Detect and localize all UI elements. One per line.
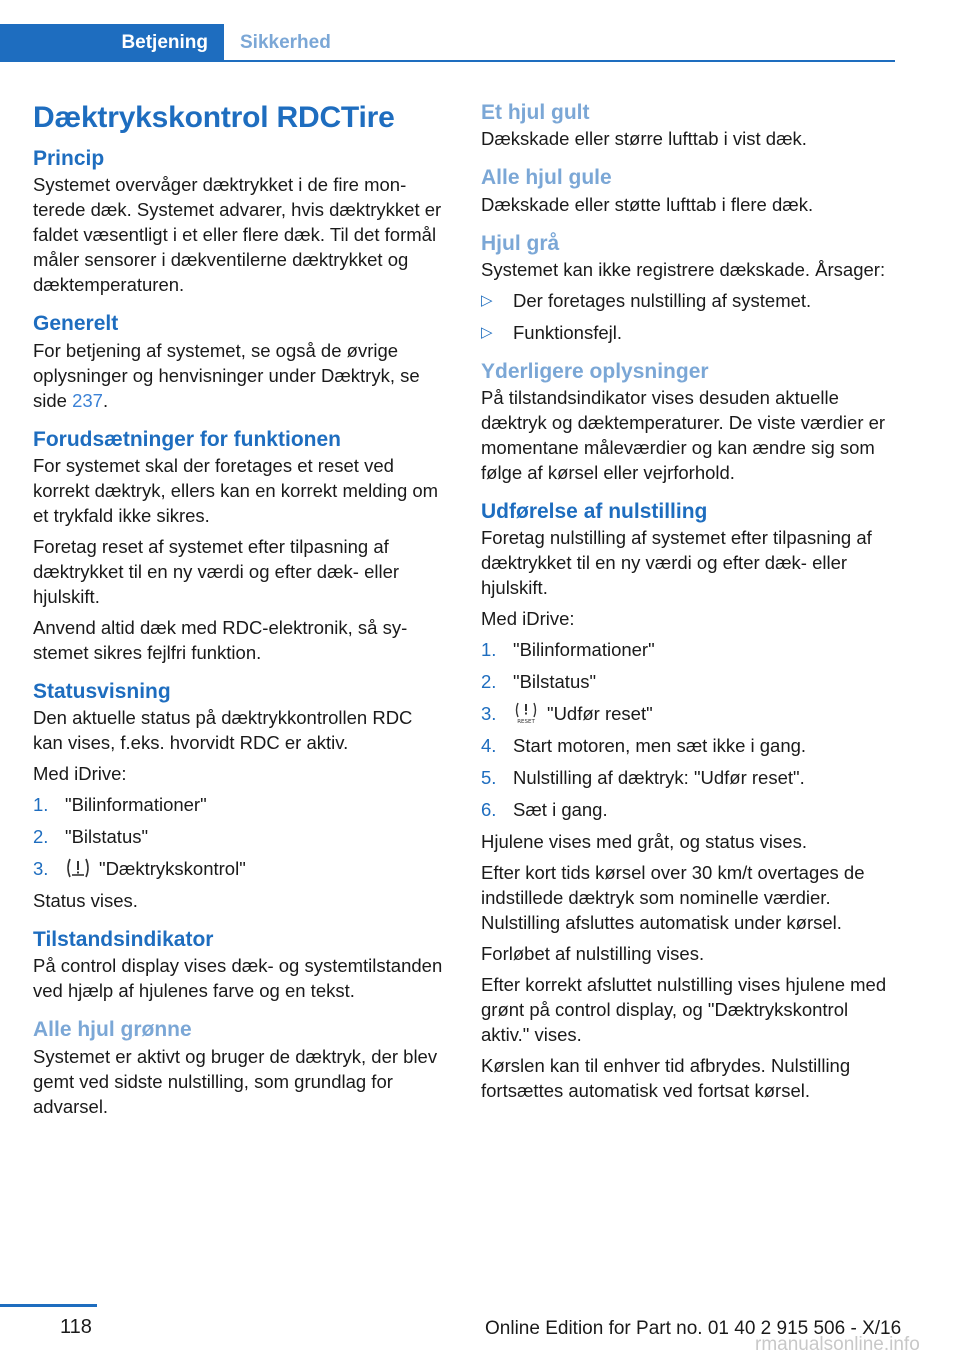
step-number: 1. — [481, 639, 497, 661]
heading-alle-hjul-gronne: Alle hjul grønne — [33, 1018, 192, 1042]
step-number: 3. — [481, 703, 497, 725]
step-number: 3. — [33, 858, 49, 879]
udforelse-text-5: Forløbet af nulstilling vises. — [481, 943, 705, 965]
forudsaetninger-text-2: Foretag reset af systemet efter tilpasning af dæktrykket til en ny værdi og efter dæk- eller hjulskift. — [33, 535, 400, 607]
step-text: "Bilinformationer" — [65, 794, 207, 815]
step-number: 2. — [481, 671, 497, 693]
step-text: "Bilstatus" — [513, 671, 597, 693]
status-text-2: Med iDrive: — [33, 763, 127, 784]
heading-udforelse-af-nulstilling: Udførelse af nulstilling — [481, 500, 708, 523]
step-text — [65, 856, 246, 881]
list-item — [481, 637, 901, 662]
generelt-text-post: . — [102, 389, 109, 411]
heading-yderligere-oplysninger: Yderligere oplysninger — [481, 359, 709, 383]
generelt-text — [33, 338, 443, 413]
step-number: 1. — [33, 794, 49, 815]
heading-et-hjul-gult: Et hjul gult — [481, 101, 590, 124]
heading-statusvisning: Statusvisning — [33, 679, 171, 703]
step-label: "Udfør reset" — [547, 703, 653, 725]
footer-divider — [0, 1304, 97, 1307]
tilstand-text: På control display vises dæk- og systemtilstanden ved hjælp af hjulenes farve og en tekst. — [33, 955, 443, 1002]
heading-hjul-gra: Hjul grå — [481, 231, 560, 255]
gule-text: Dækskade eller støtte lufttab i flere dæk. — [481, 193, 814, 215]
udforelse-text-6: Efter korrekt afsluttet nulstilling vises hjulene med grønt på control display, og "Dæktrykskontrol aktiv." vises. — [481, 974, 887, 1046]
tire-pressure-warning-icon — [65, 857, 91, 879]
step-text: Sæt i gang. — [513, 799, 608, 821]
list-item — [33, 824, 443, 849]
list-item — [33, 792, 443, 817]
bullet-icon: ▷ — [481, 323, 493, 341]
header-divider — [224, 60, 895, 62]
list-item — [481, 320, 901, 345]
step-text — [513, 701, 653, 726]
list-item — [481, 701, 901, 726]
page-link-237[interactable]: 237 — [72, 389, 103, 411]
step-label: "Dæktrykskontrol" — [99, 858, 246, 879]
tab-sikkerhed[interactable]: Sikkerhed — [224, 24, 895, 62]
bullet-icon: ▷ — [481, 291, 493, 309]
status-text-1: Den aktuelle status på dæktrykkontrollen RDC kan vises, f.eks. hvorvidt RDC er aktiv. — [33, 707, 413, 753]
reset-steps — [481, 637, 901, 822]
step-text: Nulstilling af dæktryk: "Udfør reset". — [513, 767, 805, 789]
list-item — [481, 797, 901, 822]
gronne-text: Systemet er aktivt og bruger de dæktryk, der blev gemt ved sidste nulstilling, som grundlag for advarsel. — [33, 1045, 438, 1117]
page-title: Dæktrykskontrol RDCTire — [33, 101, 395, 134]
princip-text: Systemet overvåger dæktrykket i de fire monterede dæk. Systemet advarer, hvis dæktrykket er faldet væsentligt i et eller flere dæk. Til det formål måler sensorer i dækventilerne dæktrykket og dæktemperaturen. — [33, 174, 442, 296]
udforelse-text-2: Med iDrive: — [481, 608, 575, 630]
step-number: 4. — [481, 735, 497, 757]
udforelse-text-3: Hjulene vises med gråt, og status vises. — [481, 831, 807, 853]
step-number: 5. — [481, 767, 497, 789]
gra-text: Systemet kan ikke registrere dækskade. Årsager: — [481, 258, 886, 280]
forudsaetninger-text-1: For systemet skal der foretages et reset ved korrekt dæktryk, ellers kan en korrekt melding om et trykfald ikke sikres. — [33, 454, 439, 526]
step-text: "Bilinformationer" — [513, 639, 655, 661]
list-item — [481, 288, 901, 313]
tab-betjening[interactable]: Betjening — [0, 24, 224, 62]
list-item — [33, 856, 443, 881]
udforelse-text-7: Kørslen kan til enhver tid afbrydes. Nulstilling fortsættes automatisk ved fortsat kørsel. — [481, 1055, 851, 1102]
heading-alle-hjul-gule: Alle hjul gule — [481, 166, 612, 190]
page-number: 118 — [60, 1316, 92, 1338]
step-text: "Bilstatus" — [65, 826, 149, 847]
list-text: Der foretages nulstilling af systemet. — [513, 289, 812, 311]
status-text-3: Status vises. — [33, 890, 138, 911]
svg-text:RESET: RESET — [517, 719, 535, 725]
step-number: 2. — [33, 826, 49, 847]
heading-generelt: Generelt — [33, 312, 119, 336]
gult-text: Dækskade eller større lufttab i vist dæk. — [481, 128, 807, 150]
heading-princip: Princip — [33, 147, 105, 170]
list-item — [481, 733, 901, 758]
gra-reasons — [481, 288, 901, 345]
watermark: rmanualsonline.info — [755, 1334, 920, 1355]
right-column — [481, 100, 901, 1103]
list-item — [481, 765, 901, 790]
step-number: 6. — [481, 799, 497, 821]
step-text: Start motoren, men sæt ikke i gang. — [513, 735, 807, 757]
list-item — [481, 669, 901, 694]
edition-info: Online Edition for Part no. 01 40 2 915 506 - X/16 — [485, 1318, 902, 1339]
udforelse-text-4: Efter kort tids kørsel over 30 km/t overtages de indstillede dæktryk som nominelle værdier. Nulstilling afsluttes automatisk under kørsel. — [481, 862, 865, 934]
status-steps — [33, 792, 443, 881]
forudsaetninger-text-3: Anvend altid dæk med RDC-elektronik, så systemet sikres fejlfri funktion. — [33, 616, 408, 663]
list-text: Funktionsfejl. — [513, 321, 622, 343]
udforelse-text-1: Foretag nulstilling af systemet efter tilpasning af dæktrykket til en ny værdi og efter dæk- eller hjulskift. — [481, 527, 872, 599]
heading-tilstandsindikator: Tilstandsindikator — [33, 928, 214, 951]
yderligere-text: På tilstandsindikator vises desuden aktuelle dæktryk og dæktemperaturer. De viste værdier er momentane måleværdier og kan ændre sig som følge af kørsel eller vejrforhold. — [481, 387, 886, 483]
header-tabs — [0, 24, 895, 62]
generelt-text-pre: For betjening af systemet, se også de øvrige oplysninger og henvisninger under Dæktryk, se side — [33, 339, 420, 411]
tire-pressure-reset-icon — [513, 702, 539, 724]
left-column — [33, 100, 443, 1119]
heading-forudsaetninger: Forudsætninger for funktionen — [33, 427, 341, 451]
